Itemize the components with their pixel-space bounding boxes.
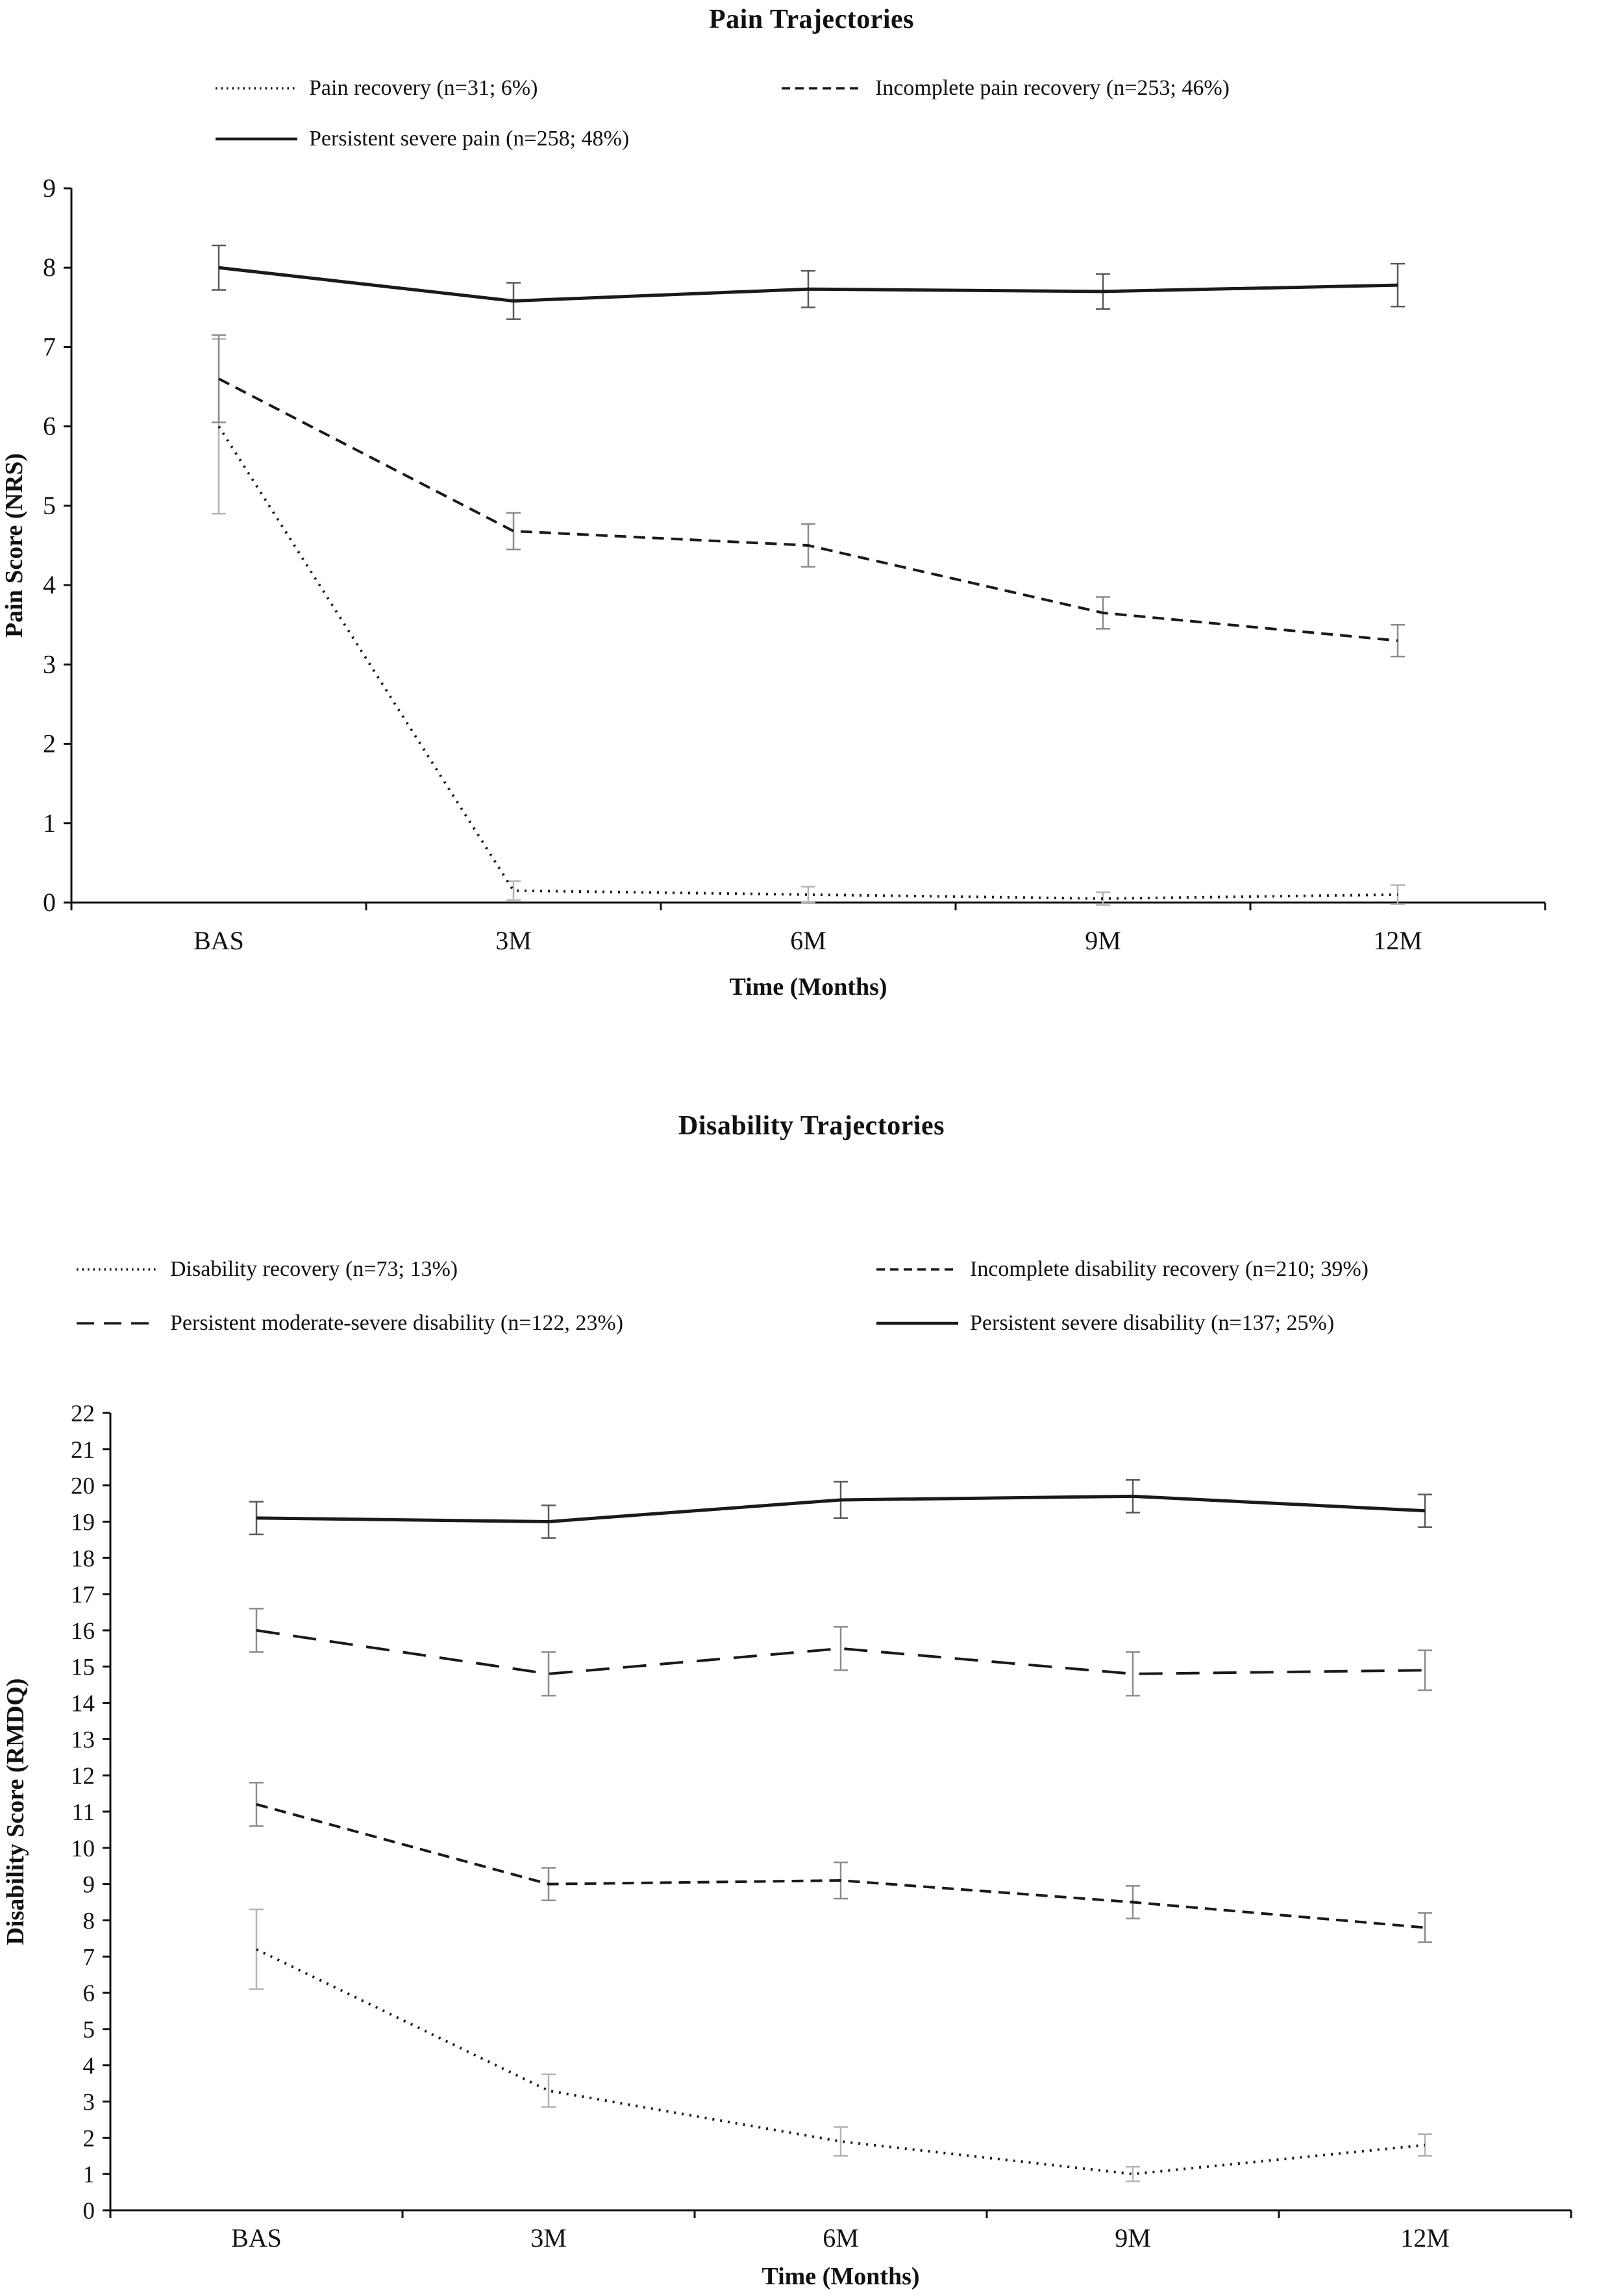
legend-label: Persistent severe disability (n=137; 25%) xyxy=(970,1311,1335,1335)
y-tick-label: 6 xyxy=(43,411,56,441)
legend-label: Disability recovery (n=73; 13%) xyxy=(170,1257,458,1281)
x-category-label: BAS xyxy=(193,926,244,955)
x-category-label: 9M xyxy=(1085,926,1121,955)
y-tick-label: 7 xyxy=(82,1944,95,1971)
y-tick-labels xyxy=(43,173,71,917)
y-tick-label: 5 xyxy=(43,490,56,520)
y-tick-label: 2 xyxy=(82,2125,95,2152)
y-tick-label: 7 xyxy=(43,332,56,362)
x-category-label: 12M xyxy=(1400,2223,1450,2252)
y-tick-label: 12 xyxy=(71,1763,95,1790)
y-tick-label: 1 xyxy=(82,2162,95,2189)
y-tick-label: 17 xyxy=(71,1582,95,1609)
axes xyxy=(110,1413,1571,2210)
y-tick-label: 1 xyxy=(43,808,56,838)
y-tick-label: 13 xyxy=(71,1727,95,1754)
y-tick-label: 16 xyxy=(71,1617,95,1645)
x-axis-title: Time (Months) xyxy=(729,973,887,1001)
legend-label: Persistent moderate-severe disability (n=122, 23%) xyxy=(170,1311,624,1335)
series-lines xyxy=(256,1496,1425,2174)
x-tick-labels xyxy=(110,2210,1571,2252)
y-tick-label: 0 xyxy=(82,2198,95,2225)
legend-line-sample-longdash xyxy=(77,1318,158,1329)
y-tick-label: 9 xyxy=(82,1871,95,1899)
legend-item xyxy=(77,1254,876,1285)
legend-item xyxy=(77,1308,876,1339)
x-category-label: BAS xyxy=(231,2223,282,2252)
error-bars xyxy=(249,1480,1432,2181)
y-tick-label: 9 xyxy=(43,173,56,203)
y-tick-label: 2 xyxy=(43,729,56,758)
y-tick-label: 22 xyxy=(71,1401,95,1427)
disability-chart-legend xyxy=(77,1254,1369,1339)
y-tick-label: 4 xyxy=(43,570,56,600)
disability-chart-title: Disability Trajectories xyxy=(678,1111,945,1141)
x-category-label: 6M xyxy=(790,926,826,955)
legend-line-sample-dotted xyxy=(77,1264,158,1275)
y-tick-label: 18 xyxy=(71,1545,95,1573)
legend-line-sample-dashed xyxy=(782,83,863,94)
legend-item xyxy=(216,123,782,155)
x-category-label: 12M xyxy=(1373,926,1422,955)
series-lines xyxy=(219,268,1398,899)
legend-line-sample-dashed xyxy=(876,1264,958,1275)
axis-titles xyxy=(1,453,887,1001)
y-axis-title: Pain Score (NRS) xyxy=(1,453,28,638)
y-tick-label: 3 xyxy=(82,2089,95,2116)
legend-item xyxy=(216,73,782,104)
series-line-dashed xyxy=(219,379,1398,640)
legend-label: Incomplete pain recovery (n=253; 46%) xyxy=(875,76,1230,100)
y-tick-label: 19 xyxy=(71,1509,95,1536)
disability-plot-canvas xyxy=(0,1013,1623,2296)
series-line-dotted xyxy=(219,427,1398,899)
axis-titles xyxy=(2,1678,920,2290)
pain-trajectories-chart xyxy=(0,0,1623,1013)
legend-line-sample-solid xyxy=(216,134,297,144)
legend-label: Pain recovery (n=31; 6%) xyxy=(309,76,538,100)
y-tick-label: 3 xyxy=(43,649,56,679)
y-tick-label: 8 xyxy=(43,253,56,282)
y-tick-label: 15 xyxy=(71,1654,95,1681)
y-tick-label: 14 xyxy=(71,1690,95,1717)
y-tick-label: 4 xyxy=(82,2053,95,2080)
y-axis-title: Disability Score (RMDQ) xyxy=(2,1678,29,1945)
pain-chart-legend xyxy=(216,73,1230,155)
y-tick-label: 0 xyxy=(43,888,56,917)
legend-item xyxy=(876,1308,1369,1339)
pain-chart-title: Pain Trajectories xyxy=(708,5,914,34)
legend-label: Persistent severe pain (n=258; 48%) xyxy=(309,127,630,151)
x-category-label: 3M xyxy=(495,926,532,955)
y-tick-label: 10 xyxy=(71,1835,95,1862)
y-tick-label: 6 xyxy=(82,1980,95,2008)
error-bars xyxy=(212,245,1405,905)
legend-line-sample-dotted xyxy=(216,83,297,94)
legend-line-sample-solid xyxy=(876,1318,958,1329)
x-category-label: 9M xyxy=(1115,2223,1151,2252)
y-tick-labels xyxy=(71,1401,110,2225)
x-axis-title: Time (Months) xyxy=(762,2263,920,2290)
y-tick-label: 21 xyxy=(71,1436,95,1464)
y-tick-label: 11 xyxy=(71,1799,95,1826)
legend-filler xyxy=(782,123,1230,155)
x-category-label: 6M xyxy=(823,2223,859,2252)
legend-label: Incomplete disability recovery (n=210; 39%) xyxy=(970,1257,1369,1281)
x-category-label: 3M xyxy=(530,2223,567,2252)
y-tick-label: 5 xyxy=(82,2016,95,2043)
legend-item xyxy=(782,73,1230,104)
y-tick-label: 20 xyxy=(71,1473,95,1500)
x-tick-labels xyxy=(71,903,1545,955)
disability-trajectories-chart xyxy=(0,1013,1623,2296)
legend-item xyxy=(876,1254,1369,1285)
y-tick-label: 8 xyxy=(82,1908,95,1935)
